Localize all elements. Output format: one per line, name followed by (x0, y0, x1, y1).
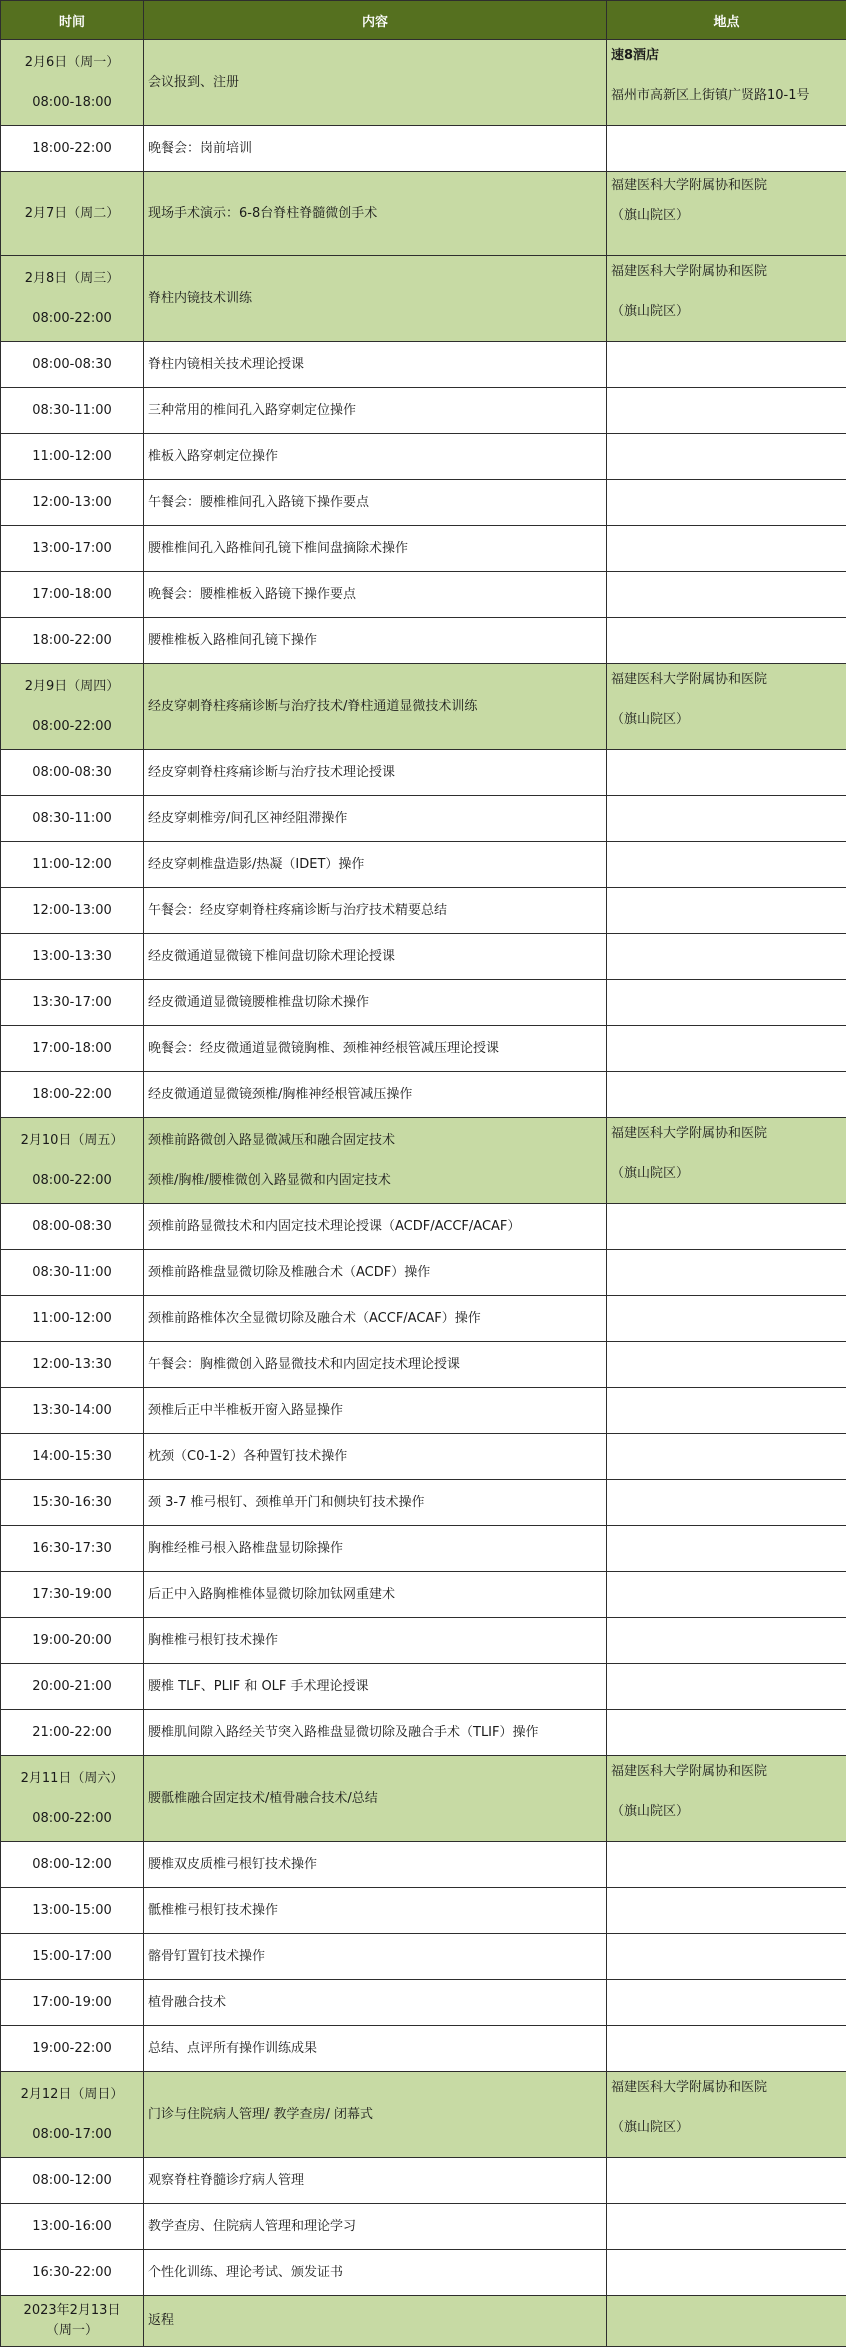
day-row (1, 40, 846, 126)
content-cell-line: 胸椎经椎弓根入路椎盘显切除操作 (148, 1539, 602, 1559)
content-cell (144, 388, 607, 434)
time-cell (1, 1072, 144, 1118)
content-cell (144, 1888, 607, 1934)
content-cell-line: 腰椎肌间隙入路经关节突入路椎盘显微切除及融合手术（TLIF）操作 (148, 1723, 602, 1743)
day-row (1, 1756, 846, 1842)
time-cell-line: 18:00-22:00 (5, 1085, 139, 1105)
schedule-row (1, 1526, 846, 1572)
time-cell (1, 256, 144, 342)
location-cell (607, 1118, 846, 1204)
location-cell (607, 1204, 846, 1250)
time-cell-line: 08:30-11:00 (5, 401, 139, 421)
time-cell (1, 2072, 144, 2158)
content-cell (144, 40, 607, 126)
time-cell-line: 19:00-22:00 (5, 2039, 139, 2059)
time-cell (1, 1526, 144, 1572)
location-cell (607, 1434, 846, 1480)
location-cell (607, 1342, 846, 1388)
time-cell (1, 934, 144, 980)
content-cell-line: 经皮穿刺脊柱疼痛诊断与治疗技术/脊柱通道显微技术训练 (148, 697, 602, 717)
time-cell (1, 40, 144, 126)
location-cell (607, 1480, 846, 1526)
schedule-row (1, 1710, 846, 1756)
content-cell (144, 1618, 607, 1664)
location-cell (607, 1842, 846, 1888)
header-time: 时间 (1, 1, 144, 40)
time-cell-line: 2月12日（周日） (5, 2085, 139, 2105)
location-cell-line: 福建医科大学附属协和医院 (611, 2078, 842, 2098)
location-cell-line: 福州市高新区上街镇广贤路10-1号 (611, 86, 842, 106)
day-row (1, 2072, 846, 2158)
header-row (1, 1, 846, 40)
time-cell-line: 08:30-11:00 (5, 809, 139, 829)
time-cell (1, 1842, 144, 1888)
time-cell-line: 13:00-13:30 (5, 947, 139, 967)
content-cell-line: 脊柱内镜相关技术理论授课 (148, 355, 602, 375)
content-cell (144, 2026, 607, 2072)
schedule-row (1, 1026, 846, 1072)
time-cell-line: 16:30-17:30 (5, 1539, 139, 1559)
time-cell (1, 750, 144, 796)
location-cell (607, 1572, 846, 1618)
schedule-row (1, 1664, 846, 1710)
time-cell-line: 13:30-17:00 (5, 993, 139, 1013)
content-cell (144, 2204, 607, 2250)
location-cell (607, 1618, 846, 1664)
content-cell-line: 颈椎/胸椎/腰椎微创入路显微和内固定技术 (148, 1171, 602, 1191)
time-cell (1, 342, 144, 388)
schedule-row (1, 1480, 846, 1526)
location-cell (607, 1888, 846, 1934)
content-cell-line: 经皮穿刺椎盘造影/热凝（IDET）操作 (148, 855, 602, 875)
time-cell (1, 1250, 144, 1296)
time-cell (1, 1664, 144, 1710)
content-cell-line: 总结、点评所有操作训练成果 (148, 2039, 602, 2059)
location-cell (607, 1934, 846, 1980)
content-cell (144, 1250, 607, 1296)
content-cell-line: 腰椎椎间孔入路椎间孔镜下椎间盘摘除术操作 (148, 539, 602, 559)
day-row (1, 256, 846, 342)
time-cell (1, 796, 144, 842)
location-cell (607, 172, 846, 256)
location-cell-line: （旗山院区） (611, 302, 842, 322)
schedule-row (1, 1204, 846, 1250)
schedule-row (1, 1072, 846, 1118)
content-cell (144, 1980, 607, 2026)
location-cell (607, 1980, 846, 2026)
schedule-row (1, 1618, 846, 1664)
time-cell-line: 15:00-17:00 (5, 1947, 139, 1967)
time-cell-line: 15:30-16:30 (5, 1493, 139, 1513)
time-cell (1, 2026, 144, 2072)
time-cell (1, 572, 144, 618)
content-cell (144, 842, 607, 888)
content-cell (144, 1710, 607, 1756)
time-cell-line: 21:00-22:00 (5, 1723, 139, 1743)
content-cell-line: 腰椎双皮质椎弓根钉技术操作 (148, 1855, 602, 1875)
time-cell (1, 980, 144, 1026)
content-cell-line: 颈椎前路显微技术和内固定技术理论授课（ACDF/ACCF/ACAF） (148, 1217, 602, 1237)
location-cell-line: （旗山院区） (611, 1164, 842, 1184)
location-cell (607, 388, 846, 434)
content-cell-line: 午餐会：胸椎微创入路显微技术和内固定技术理论授课 (148, 1355, 602, 1375)
content-cell-line: 会议报到、注册 (148, 73, 602, 93)
schedule-row (1, 388, 846, 434)
time-cell (1, 1572, 144, 1618)
time-cell (1, 1434, 144, 1480)
content-cell-line: 颈椎后正中半椎板开窗入路显操作 (148, 1401, 602, 1421)
time-cell (1, 126, 144, 172)
schedule-row (1, 1388, 846, 1434)
location-cell (607, 842, 846, 888)
time-cell-line: 11:00-12:00 (5, 855, 139, 875)
time-cell (1, 1756, 144, 1842)
day-row (1, 1118, 846, 1204)
content-cell-line: 枕颈（C0-1-2）各种置钉技术操作 (148, 1447, 602, 1467)
location-cell (607, 664, 846, 750)
content-cell (144, 126, 607, 172)
content-cell (144, 1664, 607, 1710)
time-cell (1, 434, 144, 480)
time-cell (1, 2204, 144, 2250)
time-cell (1, 2158, 144, 2204)
content-cell (144, 256, 607, 342)
content-cell (144, 172, 607, 256)
schedule-row (1, 1296, 846, 1342)
location-cell (607, 526, 846, 572)
content-cell (144, 1296, 607, 1342)
time-cell-line: 18:00-22:00 (5, 631, 139, 651)
location-cell (607, 1250, 846, 1296)
time-cell-line: 17:00-19:00 (5, 1993, 139, 2013)
time-cell-line: 08:00-08:30 (5, 355, 139, 375)
location-cell (607, 2158, 846, 2204)
time-cell (1, 1618, 144, 1664)
time-cell (1, 480, 144, 526)
time-cell-line: 08:00-22:00 (5, 1809, 139, 1829)
schedule-row (1, 342, 846, 388)
schedule-row (1, 934, 846, 980)
schedule-row (1, 126, 846, 172)
location-cell (607, 1526, 846, 1572)
time-cell-line: 13:00-16:00 (5, 2217, 139, 2237)
time-cell-line: 19:00-20:00 (5, 1631, 139, 1651)
time-cell-line: 13:30-14:00 (5, 1401, 139, 1421)
time-cell (1, 1888, 144, 1934)
schedule-row (1, 750, 846, 796)
location-cell (607, 1296, 846, 1342)
content-cell (144, 1434, 607, 1480)
day-row (1, 2296, 846, 2347)
content-cell (144, 1756, 607, 1842)
content-cell (144, 2250, 607, 2296)
content-cell-line: 午餐会：腰椎椎间孔入路镜下操作要点 (148, 493, 602, 513)
content-cell-line: 观察脊柱脊髓诊疗病人管理 (148, 2171, 602, 2191)
time-cell (1, 842, 144, 888)
content-cell-line: 胸椎椎弓根钉技术操作 (148, 1631, 602, 1651)
content-cell (144, 572, 607, 618)
content-cell-line: 晚餐会：经皮微通道显微镜胸椎、颈椎神经根管减压理论授课 (148, 1039, 602, 1059)
time-cell (1, 1388, 144, 1434)
content-cell-line: 三种常用的椎间孔入路穿刺定位操作 (148, 401, 602, 421)
content-cell-line: 脊柱内镜技术训练 (148, 289, 602, 309)
time-cell-line: 08:00-18:00 (5, 93, 139, 113)
location-cell (607, 1026, 846, 1072)
schedule-row (1, 1250, 846, 1296)
schedule-row (1, 842, 846, 888)
content-cell (144, 750, 607, 796)
time-cell-line: 08:00-12:00 (5, 1855, 139, 1875)
time-cell-line: 13:00-17:00 (5, 539, 139, 559)
content-cell-line: 经皮微通道显微镜颈椎/胸椎神经根管减压操作 (148, 1085, 602, 1105)
location-cell-line: 福建医科大学附属协和医院 (611, 1124, 842, 1144)
location-cell-line: 福建医科大学附属协和医院 (611, 262, 842, 282)
content-cell-line: 晚餐会：腰椎椎板入路镜下操作要点 (148, 585, 602, 605)
schedule-row (1, 618, 846, 664)
location-cell (607, 1710, 846, 1756)
time-cell-line: 2月7日（周二） (5, 204, 139, 224)
content-cell (144, 480, 607, 526)
location-cell-line: （旗山院区） (611, 1802, 842, 1822)
content-cell-line: 腰骶椎融合固定技术/植骨融合技术/总结 (148, 1789, 602, 1809)
time-cell-line: 20:00-21:00 (5, 1677, 139, 1697)
location-cell-line: （旗山院区） (611, 2118, 842, 2138)
time-cell (1, 1980, 144, 2026)
schedule-row (1, 2250, 846, 2296)
content-cell-line: 午餐会：经皮穿刺脊柱疼痛诊断与治疗技术精要总结 (148, 901, 602, 921)
content-cell (144, 796, 607, 842)
content-cell (144, 1118, 607, 1204)
location-cell (607, 750, 846, 796)
time-cell-line: 08:00-08:30 (5, 1217, 139, 1237)
location-cell-line: 福建医科大学附属协和医院 (611, 176, 842, 196)
schedule-row (1, 480, 846, 526)
location-cell (607, 480, 846, 526)
content-cell-line: 颈 3-7 椎弓根钉、颈椎单开门和侧块钉技术操作 (148, 1493, 602, 1513)
content-cell-line: 个性化训练、理论考试、颁发证书 (148, 2263, 602, 2283)
time-cell-line: 17:30-19:00 (5, 1585, 139, 1605)
content-cell-line: 后正中入路胸椎椎体显微切除加钛网重建术 (148, 1585, 602, 1605)
time-cell-line: 12:00-13:00 (5, 901, 139, 921)
location-cell (607, 1388, 846, 1434)
schedule-row (1, 1572, 846, 1618)
content-cell (144, 1480, 607, 1526)
schedule-body (1, 40, 846, 2347)
time-cell (1, 1204, 144, 1250)
content-cell (144, 618, 607, 664)
time-cell (1, 1026, 144, 1072)
time-cell-line: 12:00-13:00 (5, 493, 139, 513)
schedule-row (1, 2158, 846, 2204)
time-cell-line: 08:00-22:00 (5, 717, 139, 737)
location-cell (607, 434, 846, 480)
content-cell (144, 342, 607, 388)
time-cell (1, 618, 144, 664)
location-cell (607, 342, 846, 388)
time-cell (1, 1480, 144, 1526)
schedule-row (1, 2204, 846, 2250)
content-cell (144, 434, 607, 480)
content-cell (144, 2296, 607, 2347)
content-cell (144, 1342, 607, 1388)
content-cell (144, 526, 607, 572)
time-cell-line: 11:00-12:00 (5, 1309, 139, 1329)
time-cell (1, 888, 144, 934)
location-cell-line: 福建医科大学附属协和医院 (611, 670, 842, 690)
content-cell-line: 椎板入路穿刺定位操作 (148, 447, 602, 467)
location-cell (607, 2204, 846, 2250)
content-cell (144, 1526, 607, 1572)
location-cell-line: （旗山院区） (611, 710, 842, 730)
time-cell-line: （周一） (5, 2321, 139, 2341)
time-cell-line: 08:00-12:00 (5, 2171, 139, 2191)
content-cell (144, 1388, 607, 1434)
time-cell-line: 2月11日（周六） (5, 1769, 139, 1789)
schedule-row (1, 980, 846, 1026)
schedule-row (1, 1434, 846, 1480)
content-cell (144, 1572, 607, 1618)
location-cell (607, 2026, 846, 2072)
location-cell-line: 速8酒店 (611, 46, 842, 66)
time-cell-line: 08:00-08:30 (5, 763, 139, 783)
content-cell (144, 2072, 607, 2158)
schedule-row (1, 1980, 846, 2026)
content-cell (144, 664, 607, 750)
content-cell-line: 经皮微通道显微镜下椎间盘切除术理论授课 (148, 947, 602, 967)
location-cell (607, 1756, 846, 1842)
content-cell (144, 1934, 607, 1980)
content-cell (144, 1842, 607, 1888)
time-cell-line: 2023年2月13日 (5, 2301, 139, 2321)
time-cell-line: 16:30-22:00 (5, 2263, 139, 2283)
content-cell-line: 植骨融合技术 (148, 1993, 602, 2013)
time-cell (1, 1342, 144, 1388)
time-cell (1, 1296, 144, 1342)
time-cell-line: 13:00-15:00 (5, 1901, 139, 1921)
schedule-row (1, 2026, 846, 2072)
schedule-row (1, 796, 846, 842)
schedule-row (1, 572, 846, 618)
schedule-row (1, 888, 846, 934)
location-cell (607, 888, 846, 934)
location-cell (607, 2072, 846, 2158)
location-cell-line: 福建医科大学附属协和医院 (611, 1762, 842, 1782)
schedule-row (1, 434, 846, 480)
header-content: 内容 (144, 1, 607, 40)
time-cell (1, 172, 144, 256)
content-cell-line: 髂骨钉置钉技术操作 (148, 1947, 602, 1967)
time-cell-line: 2月9日（周四） (5, 677, 139, 697)
time-cell-line: 08:00-22:00 (5, 1171, 139, 1191)
schedule-row (1, 1342, 846, 1388)
time-cell-line: 2月10日（周五） (5, 1131, 139, 1151)
time-cell-line: 17:00-18:00 (5, 1039, 139, 1059)
location-cell (607, 618, 846, 664)
schedule-row (1, 1934, 846, 1980)
content-cell (144, 980, 607, 1026)
content-cell-line: 经皮微通道显微镜腰椎椎盘切除术操作 (148, 993, 602, 1013)
content-cell-line: 经皮穿刺脊柱疼痛诊断与治疗技术理论授课 (148, 763, 602, 783)
time-cell (1, 1934, 144, 1980)
header-location: 地点 (607, 1, 846, 40)
time-cell-line: 11:00-12:00 (5, 447, 139, 467)
time-cell (1, 2296, 144, 2347)
content-cell (144, 1072, 607, 1118)
content-cell (144, 2158, 607, 2204)
schedule-row (1, 1842, 846, 1888)
location-cell (607, 2296, 846, 2347)
time-cell (1, 1710, 144, 1756)
day-row (1, 172, 846, 256)
content-cell-line: 腰椎椎板入路椎间孔镜下操作 (148, 631, 602, 651)
time-cell (1, 664, 144, 750)
location-cell-line: （旗山院区） (611, 206, 842, 226)
time-cell-line: 17:00-18:00 (5, 585, 139, 605)
time-cell-line: 08:00-22:00 (5, 309, 139, 329)
content-cell-line: 现场手术演示：6-8台脊柱脊髓微创手术 (148, 204, 602, 224)
time-cell-line: 12:00-13:30 (5, 1355, 139, 1375)
location-cell (607, 1664, 846, 1710)
content-cell-line: 晚餐会：岗前培训 (148, 139, 602, 159)
time-cell-line: 08:30-11:00 (5, 1263, 139, 1283)
time-cell (1, 526, 144, 572)
content-cell (144, 1026, 607, 1072)
location-cell (607, 1072, 846, 1118)
content-cell-line: 骶椎椎弓根钉技术操作 (148, 1901, 602, 1921)
content-cell-line: 返程 (148, 2311, 602, 2331)
content-cell (144, 1204, 607, 1250)
content-cell-line: 教学查房、住院病人管理和理论学习 (148, 2217, 602, 2237)
content-cell (144, 934, 607, 980)
content-cell-line: 腰椎 TLF、PLIF 和 OLF 手术理论授课 (148, 1677, 602, 1697)
location-cell (607, 934, 846, 980)
time-cell-line: 08:00-17:00 (5, 2125, 139, 2145)
time-cell-line: 14:00-15:30 (5, 1447, 139, 1467)
time-cell (1, 388, 144, 434)
content-cell (144, 888, 607, 934)
location-cell (607, 796, 846, 842)
time-cell-line: 18:00-22:00 (5, 139, 139, 159)
day-row (1, 664, 846, 750)
location-cell (607, 126, 846, 172)
time-cell (1, 2250, 144, 2296)
content-cell-line: 颈椎前路椎体次全显微切除及融合术（ACCF/ACAF）操作 (148, 1309, 602, 1329)
content-cell-line: 颈椎前路椎盘显微切除及椎融合术（ACDF）操作 (148, 1263, 602, 1283)
time-cell-line: 2月6日（周一） (5, 53, 139, 73)
location-cell (607, 256, 846, 342)
location-cell (607, 40, 846, 126)
content-cell-line: 经皮穿刺椎旁/间孔区神经阻滞操作 (148, 809, 602, 829)
schedule-row (1, 1888, 846, 1934)
schedule-row (1, 526, 846, 572)
location-cell (607, 2250, 846, 2296)
content-cell-line: 颈椎前路微创入路显微减压和融合固定技术 (148, 1131, 602, 1151)
time-cell-line: 2月8日（周三） (5, 269, 139, 289)
time-cell (1, 1118, 144, 1204)
location-cell (607, 980, 846, 1026)
location-cell (607, 572, 846, 618)
content-cell-line: 门诊与住院病人管理/ 教学查房/ 闭幕式 (148, 2105, 602, 2125)
